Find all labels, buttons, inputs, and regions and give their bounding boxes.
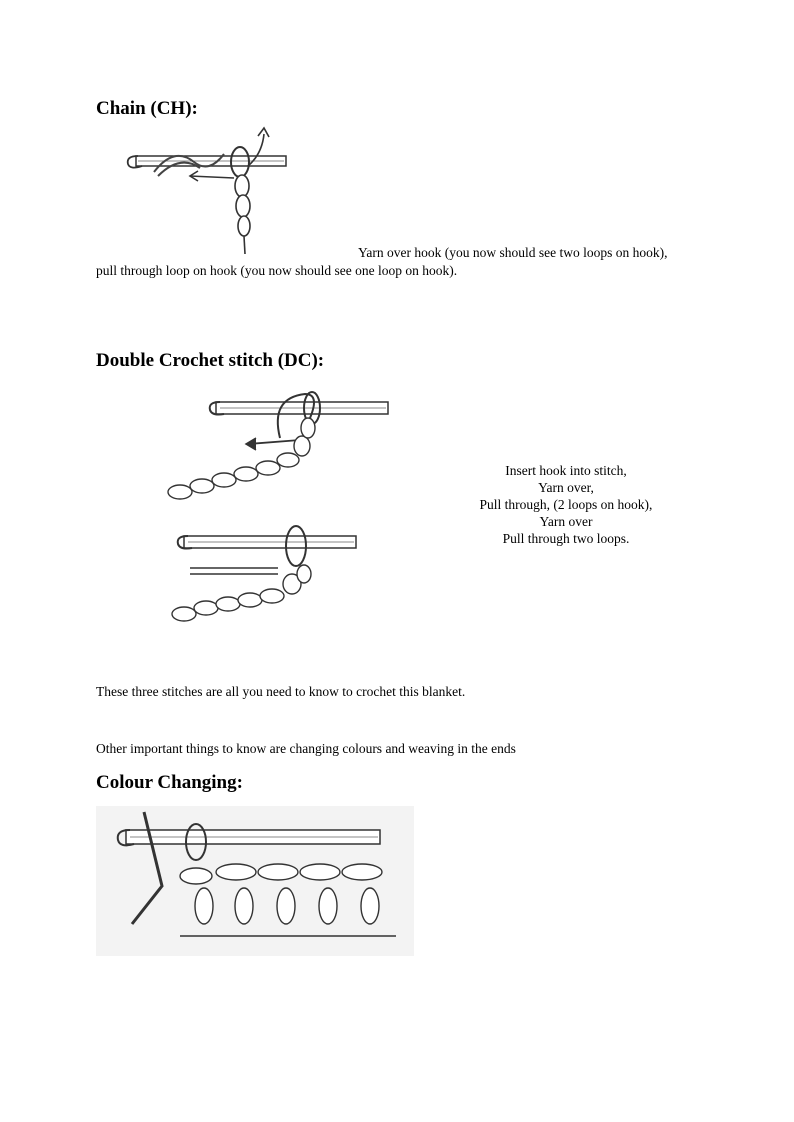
chain-instruction-line1: Yarn over hook (you now should see two loops on hook),: [358, 245, 668, 260]
chain-heading: Chain (CH):: [96, 98, 198, 119]
dc-step: Pull through two loops.: [502, 531, 630, 546]
chain-stitch-illustration: [124, 126, 292, 254]
dc-step2-illustration: [160, 520, 360, 628]
dc-step: Insert hook into stitch,: [505, 463, 627, 478]
dc-heading: Double Crochet stitch (DC):: [96, 350, 325, 371]
dc-step: Yarn over,: [538, 480, 594, 495]
dc-steps: [460, 462, 672, 547]
dc-step: Pull through, (2 loops on hook),: [479, 497, 653, 512]
other-things-text: Other important things to know are changing colours and weaving in the ends: [96, 741, 516, 756]
colour-changing-heading: Colour Changing:: [96, 772, 243, 793]
dc-step: Yarn over: [539, 514, 593, 529]
colour-changing-illustration: [96, 806, 414, 956]
chain-instruction-line2: pull through loop on hook (you now should see one loop on hook).: [96, 263, 458, 278]
intro-text: These three stitches are all you need to know to crochet this blanket.: [96, 684, 466, 699]
dc-step1-illustration: [160, 388, 392, 506]
